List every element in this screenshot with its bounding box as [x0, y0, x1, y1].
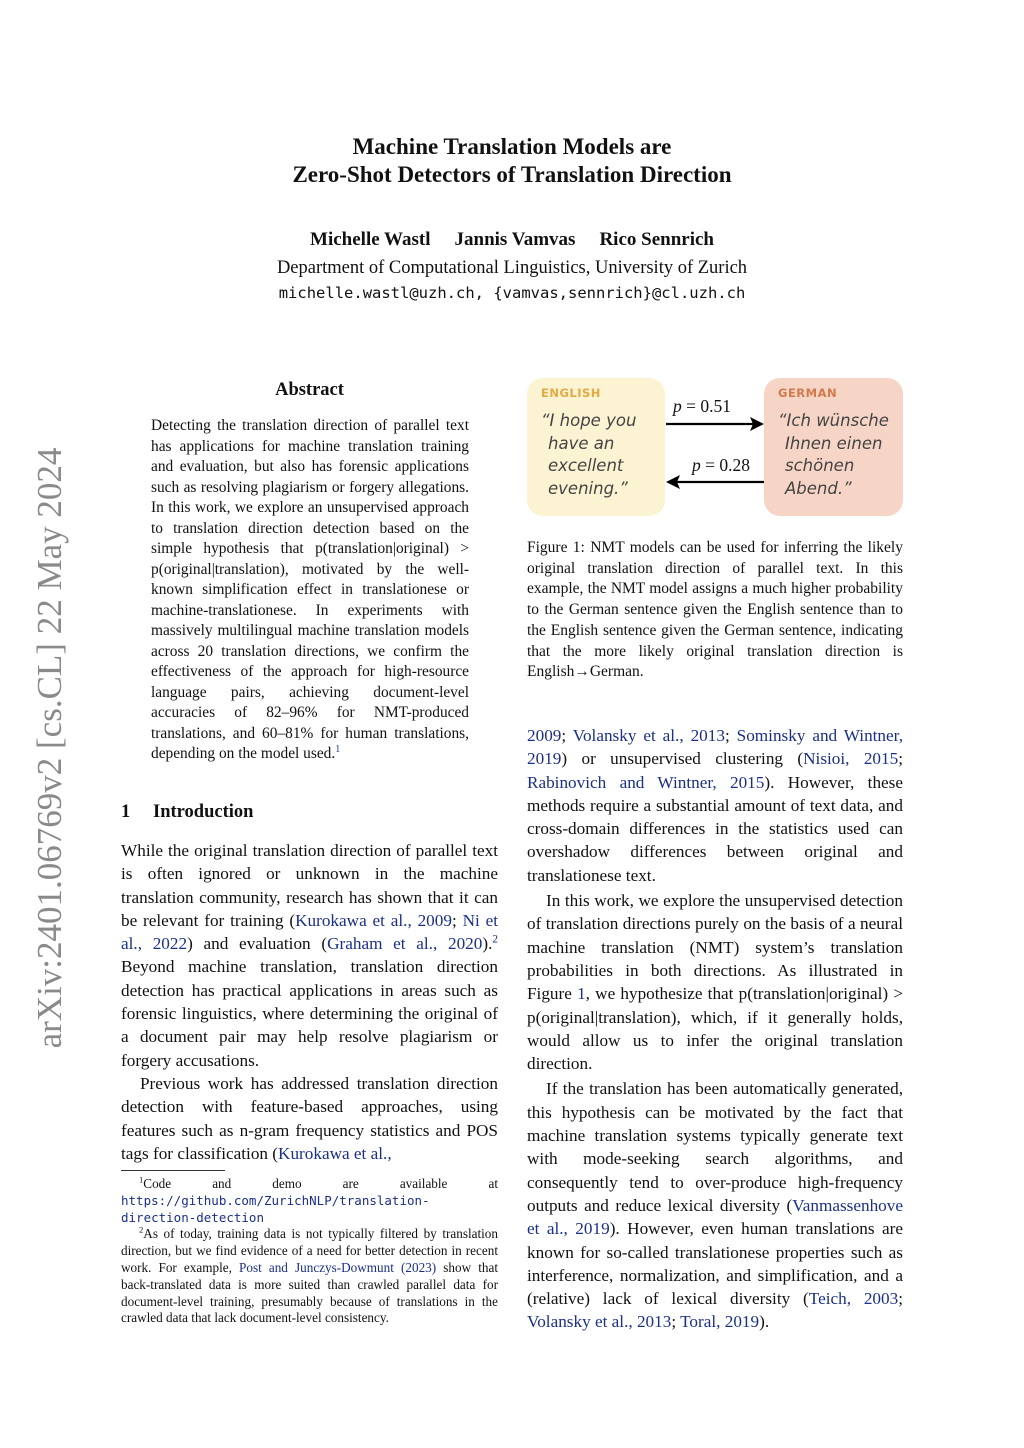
footnote-marker[interactable]: 1 — [335, 743, 341, 755]
target-language-box — [764, 378, 903, 516]
footnotes — [121, 1176, 498, 1327]
p-value: = 0.28 — [705, 455, 750, 475]
citation-link[interactable]: Rabinovich and Wintner, 2015 — [527, 772, 765, 792]
text-run: Previous work has addressed translation direction detection with feature-based approaches, using features such as n-gram frequency statistics and POS tags for classification ( — [121, 1073, 498, 1163]
p-value: = 0.51 — [686, 396, 731, 416]
text-run: ). However, even human translations are known for so-called translationese properties such as interference, normalization, and simplification, and a (relative) lack of lexical diversity ( — [527, 1219, 903, 1309]
citation-link[interactable]: Teich, 2003 — [808, 1289, 899, 1309]
forward-arrow-icon — [666, 417, 764, 431]
paragraph — [121, 1072, 498, 1165]
text-run: Code and demo are available at — [143, 1176, 498, 1191]
paragraph — [527, 1077, 903, 1333]
text-run: Beyond machine translation, translation direction detection has practical applications in areas such as forensic linguistics, where determining the original of a document pair may help resolve plagiarism or forgery accusations. — [121, 957, 498, 1070]
text-run: ; — [561, 726, 573, 745]
text-run: ; — [671, 1312, 681, 1332]
footnote-rule — [121, 1170, 225, 1171]
direction-arrows — [660, 412, 770, 492]
footnote-number: 2 — [139, 1225, 144, 1235]
abstract-body — [151, 416, 469, 765]
text-run: ; — [898, 1289, 903, 1309]
backward-arrow-icon — [666, 475, 764, 489]
author-name: Michelle Wastl — [310, 229, 431, 250]
quote-line: Ihnen einen — [785, 433, 883, 453]
quote-line: Abend.” — [785, 478, 852, 498]
target-sentence — [778, 410, 889, 500]
text-run: If the translation has been automatically generated, this hypothesis can be motivated by the fact that machine translation systems typically generate text with mode-seeking search algorithms, and consequently tend to over-produce high-frequency outputs and reduce lexical diversity ( — [527, 1079, 903, 1215]
citation-link[interactable]: Vanmassenhove et al., 2019 — [527, 1195, 903, 1239]
arxiv-stamp: arXiv:2401.06769v2 [cs.CL] 22 May 2024 — [30, 447, 69, 1049]
quote-line: excellent — [548, 456, 624, 475]
source-language-label: ENGLISH — [541, 386, 601, 400]
citation-link[interactable]: Volansky et al., 2013 — [572, 726, 725, 745]
title-line-2: Zero-Shot Detectors of Translation Direction — [292, 162, 732, 187]
author-name: Jannis Vamvas — [454, 229, 576, 250]
quote-line: “Ich wünsche — [778, 411, 889, 430]
citation-link[interactable]: Toral, 2019 — [680, 1312, 760, 1332]
p-symbol: p — [673, 396, 682, 416]
text-run: While the original translation direction of parallel text is often ignored or unknown in the machine translation community, research has shown that it can be relevant for training ( — [121, 841, 498, 930]
text-run: ; — [898, 749, 903, 769]
author-list — [0, 229, 1024, 251]
paper-title — [0, 133, 1024, 189]
author-emails: michelle.wastl@uzh.ch, {vamvas,sennrich}@cl.uzh.ch — [278, 284, 746, 302]
text-run: ). — [482, 934, 493, 954]
target-language-label: GERMAN — [778, 386, 838, 400]
quote-line: evening.” — [548, 478, 628, 498]
paragraph — [527, 889, 903, 1075]
footnote-number: 1 — [139, 1174, 144, 1185]
intro-right-column — [527, 724, 903, 1334]
quote-line: “I hope you — [541, 411, 637, 430]
quote-line: schönen — [785, 456, 855, 475]
quote-line: have an — [548, 433, 615, 453]
text-run: ) or unsupervised clustering ( — [561, 749, 804, 769]
figure-reference-link[interactable]: 1 — [577, 984, 586, 1004]
section-number: 1 — [121, 802, 131, 822]
text-run: ) and evaluation ( — [187, 934, 328, 954]
section-heading — [121, 802, 253, 823]
section-title: Introduction — [153, 802, 254, 822]
abstract-heading: Abstract — [275, 380, 344, 400]
paragraph — [121, 839, 498, 1072]
text-run: As of today, training data is not typically filtered by translation direction, but we find evidence of a need for better detection in recent work. For example, — [121, 1226, 498, 1275]
footnote-1 — [121, 1176, 498, 1226]
citation-link[interactable]: Graham et al., 2020 — [327, 934, 483, 954]
text-run: , we hypothesize that p(translation|original) > p(original|translation), which, if it generally holds, would allow us to infer the original translation direction. — [527, 984, 904, 1074]
text-run: show that back-translated data is more suited than crawled parallel data for document-level training, presumably because of translations in the crawled data that lack document-level consistency. — [121, 1259, 498, 1326]
source-language-box — [527, 378, 665, 516]
text-run: ). However, these methods require a substantial amount of text data, and cross-domain differences in the statistics used can overshadow differences between original and translationese text. — [527, 772, 903, 885]
text-run: In this work, we explore the unsupervised detection of translation directions purely on the basis of a neural machine translation (NMT) system’s translation probabilities in both directions. As illustrated in Figure — [527, 891, 903, 1004]
p-symbol: p — [692, 455, 701, 475]
citation-link[interactable]: 2009 — [527, 726, 562, 745]
code-url-link[interactable]: https://github.com/ZurichNLP/translation-direction-detection — [121, 1192, 430, 1225]
citation-link[interactable]: Kurokawa et al., 2009 — [295, 910, 452, 930]
footnote-marker[interactable]: 2 — [492, 933, 498, 946]
citation-link[interactable]: Kurokawa et al., — [278, 1143, 392, 1163]
figure-caption: Figure 1: NMT models can be used for inferring the likely original translation direction of parallel text. In this example, the NMT model assigns a much higher probability to the German sentence given the English sentence than to the English sentence given the German sentence, indicating that the more likely original translation direction is English→German. — [527, 539, 903, 681]
author-name: Rico Sennrich — [599, 229, 714, 250]
citation-link[interactable]: Sominsky and Wintner, 2019 — [527, 726, 903, 769]
affiliation: Department of Computational Linguistics, University of Zurich — [276, 258, 748, 278]
footnote-2 — [121, 1226, 498, 1327]
text-run: ). — [759, 1312, 770, 1332]
citation-link[interactable]: Volansky et al., 2013 — [527, 1312, 672, 1332]
citation-link[interactable]: Ni et al., 2022 — [121, 910, 498, 954]
intro-left-column — [121, 839, 498, 1165]
abstract-text: Detecting the translation direction of parallel text has applications for machine translation training and evaluation, but also has forensic applications such as resolving plagiarism or forgery allegations. In this work, we explore an unsupervised approach to translation direction detection based on the simple hypothesis that p(translation|original) > p(original|translation), motivated by the well-known simplification effect in translationese or machine-translationese. In experiments with massively multilingual machine translation models across 20 translation directions, we confirm the effectiveness of the approach for high-resource language pairs, achieving document-level accuracies of 82–96% for NMT-produced translations, and 60–81% for human translations, depending on the model used. — [151, 417, 469, 762]
title-line-1: Machine Translation Models are — [352, 134, 672, 159]
citation-link[interactable]: Nisioi, 2015 — [803, 749, 899, 769]
source-sentence — [541, 410, 651, 500]
text-run: ; — [724, 726, 737, 745]
citation-link[interactable]: Post and Junczys-Dowmunt (2023) — [239, 1259, 437, 1275]
text-run: ; — [451, 910, 463, 930]
paragraph — [527, 724, 903, 887]
